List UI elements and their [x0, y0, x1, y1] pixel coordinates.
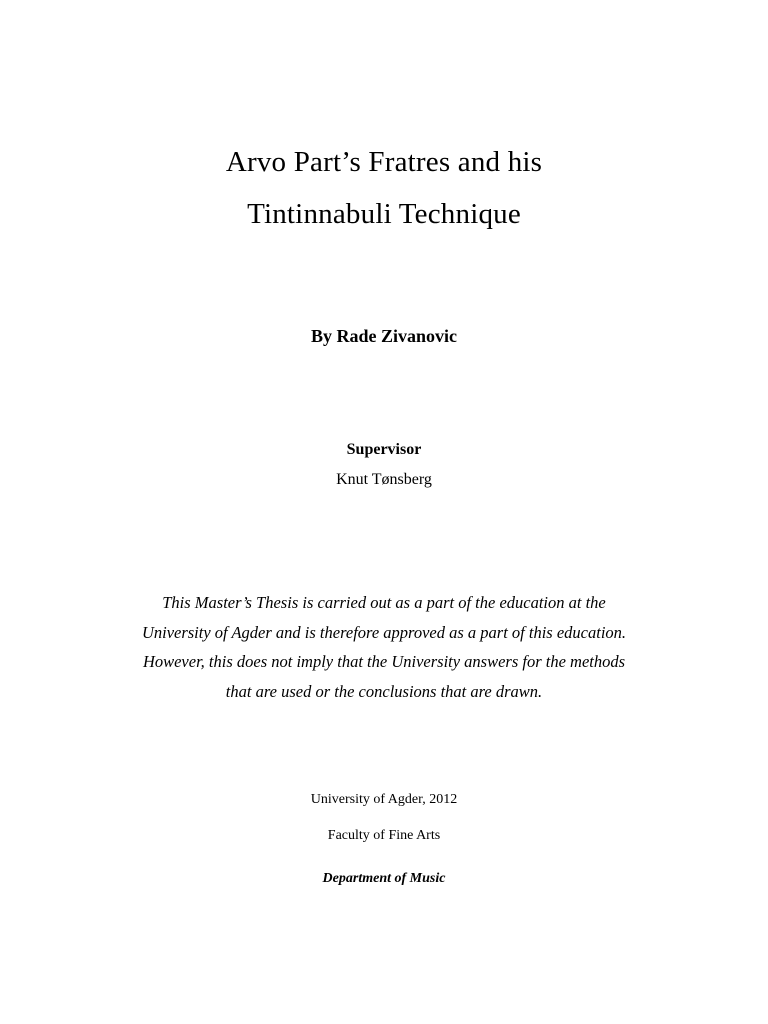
thesis-title-line-2: Tintinnabuli Technique [247, 198, 521, 230]
faculty-name: Faculty of Fine Arts [327, 828, 441, 843]
approval-statement-line-2: University of Agder and is therefore approved as a part of this education. [141, 623, 627, 642]
author-byline: By Rade Zivanovic [310, 326, 457, 346]
supervisor-name: Knut Tønsberg [336, 471, 432, 488]
approval-statement-line-3: However, this does not imply that the University answers for the methods [142, 652, 626, 671]
department-name: Department of Music [322, 871, 446, 886]
supervisor-heading: Supervisor [346, 441, 422, 458]
university-year: University of Agder, 2012 [310, 792, 458, 807]
thesis-title-line-1: Arvo Part’s Fratres and his [225, 146, 543, 178]
approval-statement-line-4: that are used or the conclusions that are drawn. [225, 682, 543, 701]
approval-statement-line-1: This Master’s Thesis is carried out as a part of the education at the [162, 593, 606, 612]
